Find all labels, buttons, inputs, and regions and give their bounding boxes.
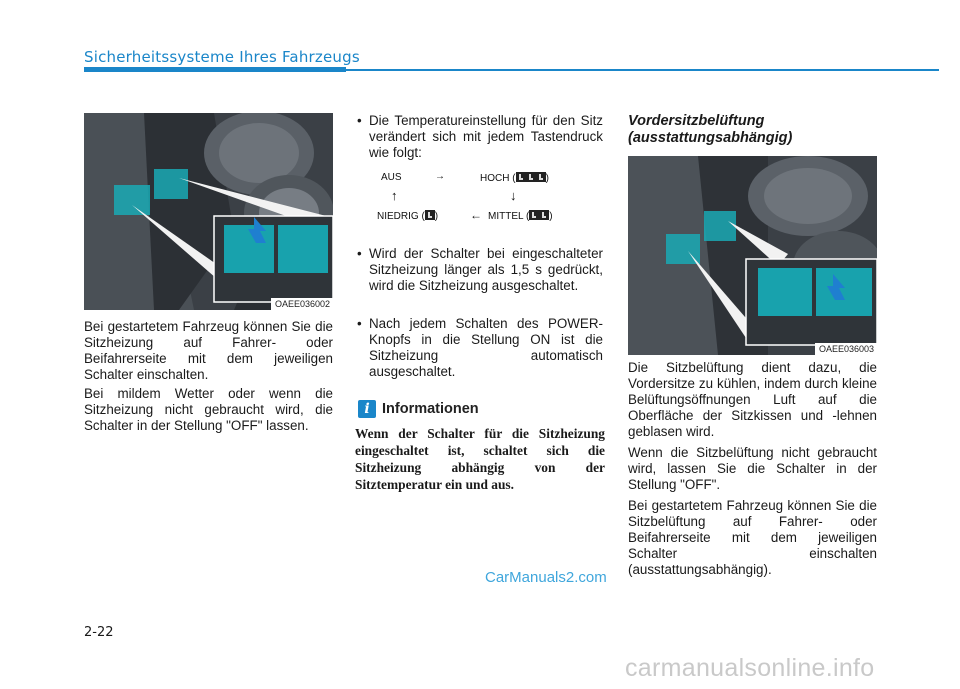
diagram-medium-close: ) xyxy=(549,211,553,222)
diagram-high-close: ) xyxy=(545,173,549,184)
diagram-low-close: ) xyxy=(434,211,439,222)
page-number: 2-22 xyxy=(84,625,114,640)
image-code: OAEE036003 xyxy=(815,343,877,355)
bullet-temperature-steps: • Die Temperatureinstellung für den Sitz verändert sich mit jedem Tastendruck wie folgt: xyxy=(355,113,603,161)
seat-ventilation-photo-illustration xyxy=(628,156,877,355)
seat-heater-photo-illustration xyxy=(84,113,333,310)
bullet-long-press: • Wird der Schalter bei eingeschalteter Sitzheizung länger als 1,5 s gedrückt, wird die Sitzheizung ausgeschaltet. xyxy=(355,246,603,294)
right-para-2: Wenn die Sitzbelüftung nicht gebraucht wird, lassen Sie die Schalter in der Stellung "OFF". xyxy=(628,445,877,492)
diagram-low-label: NIEDRIG ( xyxy=(377,211,425,222)
diagram-arrow-left: ← xyxy=(470,208,482,222)
diagram-medium-group xyxy=(488,210,553,222)
seat-ventilation-switch-photo xyxy=(628,156,877,355)
left-para-2: Bei mildem Wetter oder wenn die Sitzheizung nicht gebraucht wird, die Schalter in der Stellung "OFF" lassen. xyxy=(84,386,333,433)
seat-heat-icon xyxy=(516,172,526,182)
left-para-1: Bei gestartetem Fahrzeug können Sie die Sitzheizung auf Fahrer- oder Beifahrerseite mit dem jeweiligen Schalter einschalten. xyxy=(84,319,333,382)
seat-heat-icon xyxy=(425,210,435,220)
seat-heat-icon xyxy=(536,172,546,182)
seat-heat-icon xyxy=(529,210,539,220)
seat-heat-icon xyxy=(539,210,549,220)
diagram-arrow-down: ↓ xyxy=(510,188,517,203)
seat-heat-icon xyxy=(526,172,536,182)
diagram-medium-label: MITTEL ( xyxy=(488,211,530,222)
section-header-title: Sicherheitssysteme Ihres Fahrzeugs xyxy=(84,48,360,66)
seat-heater-switch-photo xyxy=(84,113,333,310)
diagram-off-label: AUS xyxy=(381,172,402,183)
info-title: Informationen xyxy=(382,401,479,417)
bullet-power-reset: • Nach jedem Schalten des POWER-Knopfs in die Stellung ON ist die Sitzheizung automatisch ausgeschaltet. xyxy=(355,316,603,380)
image-code: OAEE036002 xyxy=(271,298,333,310)
diagram-high-group xyxy=(480,172,549,184)
diagram-low-group xyxy=(377,210,438,222)
diagram-arrow-right: → xyxy=(435,171,445,182)
footer-site-link[interactable]: carmanualsonline.info xyxy=(625,654,875,682)
diagram-arrow-up: ↑ xyxy=(391,188,398,203)
info-text: Wenn der Schalter für die Sitzheizung eingeschaltet ist, schaltet sich die Sitzheizung abhängig von der Sitztemperatur ein und aus. xyxy=(355,426,605,492)
info-icon: i xyxy=(358,400,376,418)
temperature-cycle-diagram xyxy=(370,168,610,228)
header-rule-thick xyxy=(84,67,346,72)
ventilation-heading: Vordersitzbelüftung (ausstattungsabhängig) xyxy=(628,113,793,146)
watermark-link[interactable]: CarManuals2.com xyxy=(485,569,607,586)
right-para-1: Die Sitzbelüftung dient dazu, die Vordersitze zu kühlen, indem durch kleine Belüftungsöffnungen Luft auf die Oberfläche der Sitzkissen und -lehnen geblasen wird. xyxy=(628,360,877,439)
diagram-high-label: HOCH ( xyxy=(480,173,516,184)
right-para-3: Bei gestartetem Fahrzeug können Sie die Sitzbelüftung auf Fahrer- oder Beifahrerseite mit dem jeweiligen Schalter einschalten (ausstattungsabhängig). xyxy=(628,498,877,577)
header-rule-thin xyxy=(346,69,939,71)
